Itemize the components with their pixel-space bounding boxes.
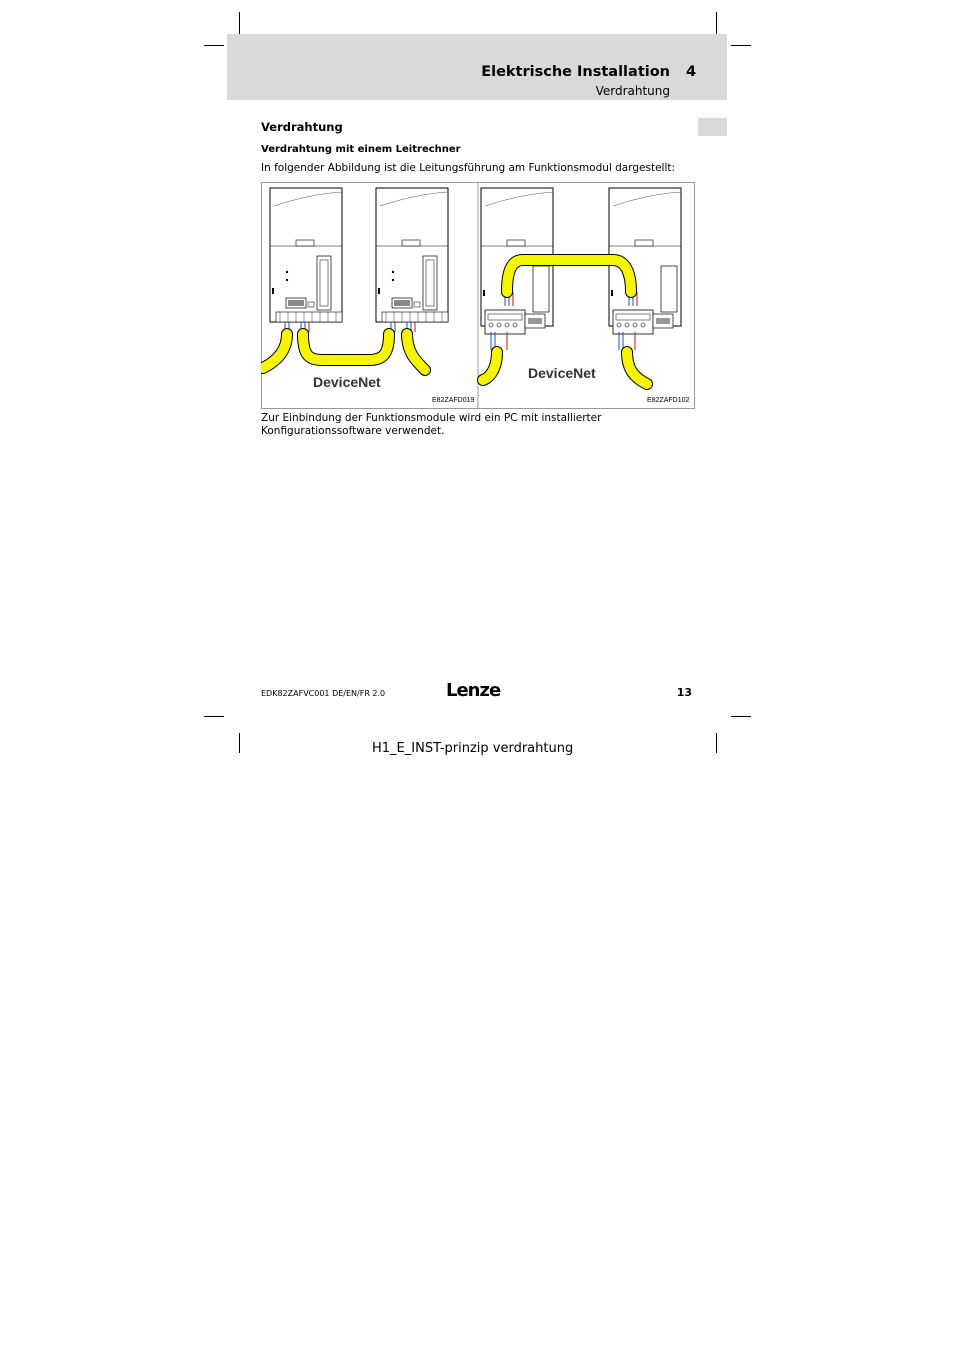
chapter-title: Elektrische Installation [481,64,670,80]
chapter-number: 4 [686,64,697,80]
crop-mark [716,733,717,753]
figure-code-right: E82ZAFD102 [647,397,690,404]
crop-mark [239,733,240,753]
side-tab [698,118,727,136]
devicenet-label-left: DeviceNet [313,374,381,390]
chapter-subtitle: Verdrahtung [595,84,670,98]
function-module-left-b [376,188,448,322]
crop-mark [731,716,751,717]
lenze-logo: Lenze [446,680,501,701]
crop-mark [204,716,224,717]
sub-heading: Verdrahtung mit einem Leitrechner [261,144,461,155]
document-code: EDK82ZAFVC001 DE/EN/FR 2.0 [261,689,386,698]
intro-text: In folgender Abbildung ist die Leitungsführung am Funktionsmodul dargestellt: [261,162,676,174]
footer-note: H1_E_INST-prinzip verdrahtung [372,741,574,756]
crop-mark [239,12,240,34]
page-number: 13 [676,686,692,699]
figure-code-left: E82ZAFD019 [432,397,475,404]
crop-mark [716,12,717,34]
function-module-left-a [270,188,342,322]
wiring-figure [261,182,695,409]
crop-mark [204,45,224,46]
crop-mark [731,45,751,46]
section-heading: Verdrahtung [261,120,343,134]
outro-text: Zur Einbindung der Funktionsmodule wird ein PC mit installierter Konfigurationssoftware verwendet. [261,412,602,437]
devicenet-label-right: DeviceNet [528,365,596,381]
